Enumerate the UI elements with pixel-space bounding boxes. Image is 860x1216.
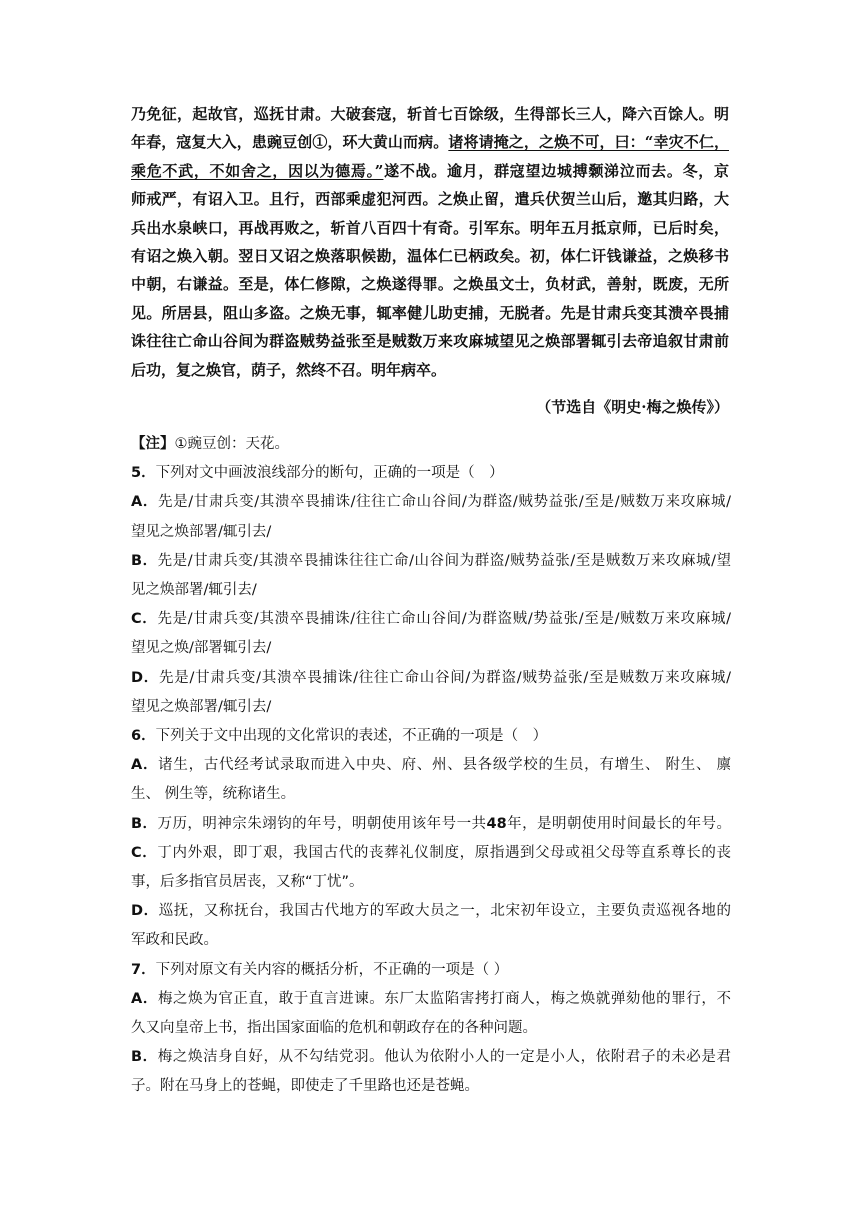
option-d: D．先是/甘肃兵变/其溃卒畏捕诛/往往亡命山谷间/为群盗/贼势益张/至是贼数万来攻麻城/: [131, 669, 731, 686]
option-c: C．先是/甘肃兵变/其溃卒畏捕诛/往往亡命山谷间/为群盗贼/势益张/至是/贼数万来攻麻城/: [131, 611, 731, 628]
question-stem-text: 下列对原文有关内容的概括分析，不正确的一项是（ ）: [155, 961, 509, 978]
option-letter: A: [131, 757, 143, 774]
option-text: 万历，明神宗朱翊钧的年号，明朝使用该年号一共: [157, 815, 487, 832]
option-text: 梅之焕洁身自好，从不勾结党羽。他认为依附小人的一定是小人，依附君子的未必是君: [157, 1049, 731, 1066]
passage-line: [131, 327, 729, 355]
option-letter: A: [131, 494, 143, 511]
option-continuation: 生、 例生等，统称诸生。: [131, 786, 296, 803]
question-stem-text: 下列关于文中出现的文化常识的表述，不正确的一项是（ ）: [155, 728, 548, 745]
option-continuation: 望见之焕部署/辄引去/: [131, 698, 272, 715]
option-letter: A: [131, 990, 143, 1007]
underlined-sentence: 乘危不武，不如舍之，因以为德焉。”: [131, 161, 384, 180]
option-text: 丁内外艰，即丁艰，我国古代的丧葬礼仪制度，原指遇到父母或祖父母等直系尊长的丧: [157, 844, 732, 861]
passage-source: （节选自《明史·梅之焕传》）: [536, 398, 729, 416]
option-b: B．先是/甘肃兵变/其溃卒畏捕诛往往亡命/山谷间为群盗/贼势益张/至是贼数万来攻麻城/望: [131, 552, 731, 569]
option-letter: B: [131, 552, 143, 569]
option-letter: B: [131, 1049, 143, 1066]
option-a: A．先是/甘肃兵变/其溃卒畏捕诛/往往亡命山谷间/为群盗/贼势益张/至是/贼数万来攻麻城/: [131, 494, 731, 511]
passage-line-text: 年春，寇复大入，患豌豆创①，环大黄山而病。: [131, 133, 449, 152]
passage-line-text: 诛往往亡命山谷间为群盗贼势益张至是贼数万来攻麻城望见之焕部署辄引去帝追叙甘肃前: [131, 332, 729, 351]
option-letter: C: [131, 844, 142, 861]
passage-line-text: 后功，复之焕官，荫子，然终不召。明年病卒。: [131, 360, 447, 379]
passage-line: [131, 100, 729, 128]
classical-passage: [131, 100, 729, 384]
passage-line-text: 师戒严，有诏入卫。且行，西部乘虚犯河西。之焕止留，遣兵伏贺兰山后，邀其归路，大: [131, 190, 729, 209]
option-b: B．万历，明神宗朱翊钧的年号，明朝使用该年号一共48年，是明朝使用时间最长的年号。: [131, 815, 732, 832]
question-stem: 6．下列关于文中出现的文化常识的表述，不正确的一项是（ ）: [131, 728, 548, 745]
annotation-note: [131, 430, 731, 459]
questions-section: [131, 430, 731, 1102]
passage-line-text: 遂不战。逾月，群寇望边城搏颡涕泣而去。冬，京: [383, 161, 729, 180]
option-letter: B: [131, 815, 143, 832]
note-label: 【注】: [131, 436, 175, 452]
option-text: 巡抚，又称抚台，我国古代地方的军政大员之一，北宋初年设立，主要负责巡视各地的: [158, 903, 732, 920]
passage-line: [131, 242, 729, 270]
option-letter: D: [131, 669, 144, 686]
option-d: D．巡抚，又称抚台，我国古代地方的军政大员之一，北宋初年设立，主要负责巡视各地的: [131, 903, 732, 920]
option-text: 年，是明朝使用时间最长的年号。: [506, 815, 732, 832]
passage-line-text: 兵出水泉峡口，再战再败之，斩首八百四十有奇。引军东。明年五月抵京师，已后时矣，: [131, 218, 729, 237]
option-continuation: 事，后多指官员居丧，又称“丁忧”。: [131, 874, 364, 891]
option-text: 先是/甘肃兵变/其溃卒畏捕诛/往往亡命山谷间/为群盗/贼势益张/至是贼数万来攻麻城/: [159, 669, 731, 686]
question-number: 7: [131, 961, 142, 978]
year-count: 48: [486, 815, 507, 832]
option-continuation: 见之焕部署/辄引去/: [131, 582, 257, 599]
passage-line: [131, 214, 729, 242]
question-number: 5: [131, 465, 142, 482]
option-a: A．诸生，古代经考试录取而进入中央、府、州、县各级学校的生员，有增生、 附生、 廪: [131, 757, 732, 774]
option-continuation: 子。附在马身上的苍蝇，即使走了千里路也还是苍蝇。: [131, 1078, 479, 1095]
option-text: 梅之焕为官正直，敢于直言进谏。东厂太监陷害拷打商人，梅之焕就弹劾他的罪行，不: [157, 990, 732, 1007]
option-continuation: 望见之焕部署/辄引去/: [131, 523, 272, 540]
question-number: 6: [131, 728, 142, 745]
passage-line-text: 中朝，右谦益。至是，体仁修隙，之焕遂得罪。之焕虽文士，负材武，善射，既废，无所: [131, 275, 729, 294]
option-continuation: 军政和民政。: [131, 932, 218, 949]
option-b: B．梅之焕洁身自好，从不勾结党羽。他认为依附小人的一定是小人，依附君子的未必是君: [131, 1049, 731, 1066]
option-letter: D: [131, 903, 144, 920]
question-stem: 5．下列对文中画波浪线部分的断句，正确的一项是（ ）: [131, 465, 504, 482]
option-continuation: 望见之焕/部署辄引去/: [131, 640, 272, 657]
passage-line: [131, 128, 729, 156]
question-stem-text: 下列对文中画波浪线部分的断句，正确的一项是（ ）: [155, 465, 504, 482]
option-text: 先是/甘肃兵变/其溃卒畏捕诛/往往亡命山谷间/为群盗/贼势益张/至是/贼数万来攻麻城/: [158, 494, 731, 511]
option-text: 诸生，古代经考试录取而进入中央、府、州、县各级学校的生员，有增生、 附生、 廪: [158, 757, 732, 774]
passage-line: [131, 185, 729, 213]
passage-line-text: 乃免征，起故官，巡抚甘肃。大破套寇，斩首七百馀级，生得部长三人，降六百馀人。明: [131, 105, 729, 123]
option-c: C．丁内外艰，即丁艰，我国古代的丧葬礼仪制度，原指遇到父母或祖父母等直系尊长的丧: [131, 844, 732, 861]
option-continuation: 久又向皇帝上书，指出国家面临的危机和朝政存在的各种问题。: [131, 1020, 537, 1037]
passage-line-text: 有诏之焕入朝。翌日又诏之焕落职候勘，温体仁已柄政矣。初，体仁讦钱谦益，之焕移书: [131, 247, 729, 266]
passage-line: [131, 356, 729, 384]
passage-line: [131, 157, 729, 185]
passage-line: [131, 299, 729, 327]
passage-line: [131, 270, 729, 298]
note-text: ①豌豆创：天花。: [174, 436, 289, 452]
option-text: 先是/甘肃兵变/其溃卒畏捕诛往往亡命/山谷间为群盗/贼势益张/至是贼数万来攻麻城/望: [157, 552, 731, 569]
underlined-sentence: 诸将请掩之，之焕不可，曰：“幸灾不仁，: [448, 133, 729, 152]
passage-line-text: 见。所居县，阻山多盗。之焕无事，辄率健儿助吏捕，无脱者。先是甘肃兵变其溃卒畏捕: [131, 303, 729, 322]
option-letter: C: [131, 611, 142, 628]
option-text: 先是/甘肃兵变/其溃卒畏捕诛/往往亡命山谷间/为群盗贼/势益张/至是/贼数万来攻麻城/: [157, 611, 731, 628]
option-a: A．梅之焕为官正直，敢于直言进谏。东厂太监陷害拷打商人，梅之焕就弹劾他的罪行，不: [131, 990, 732, 1007]
question-stem: 7．下列对原文有关内容的概括分析，不正确的一项是（ ）: [131, 961, 509, 978]
